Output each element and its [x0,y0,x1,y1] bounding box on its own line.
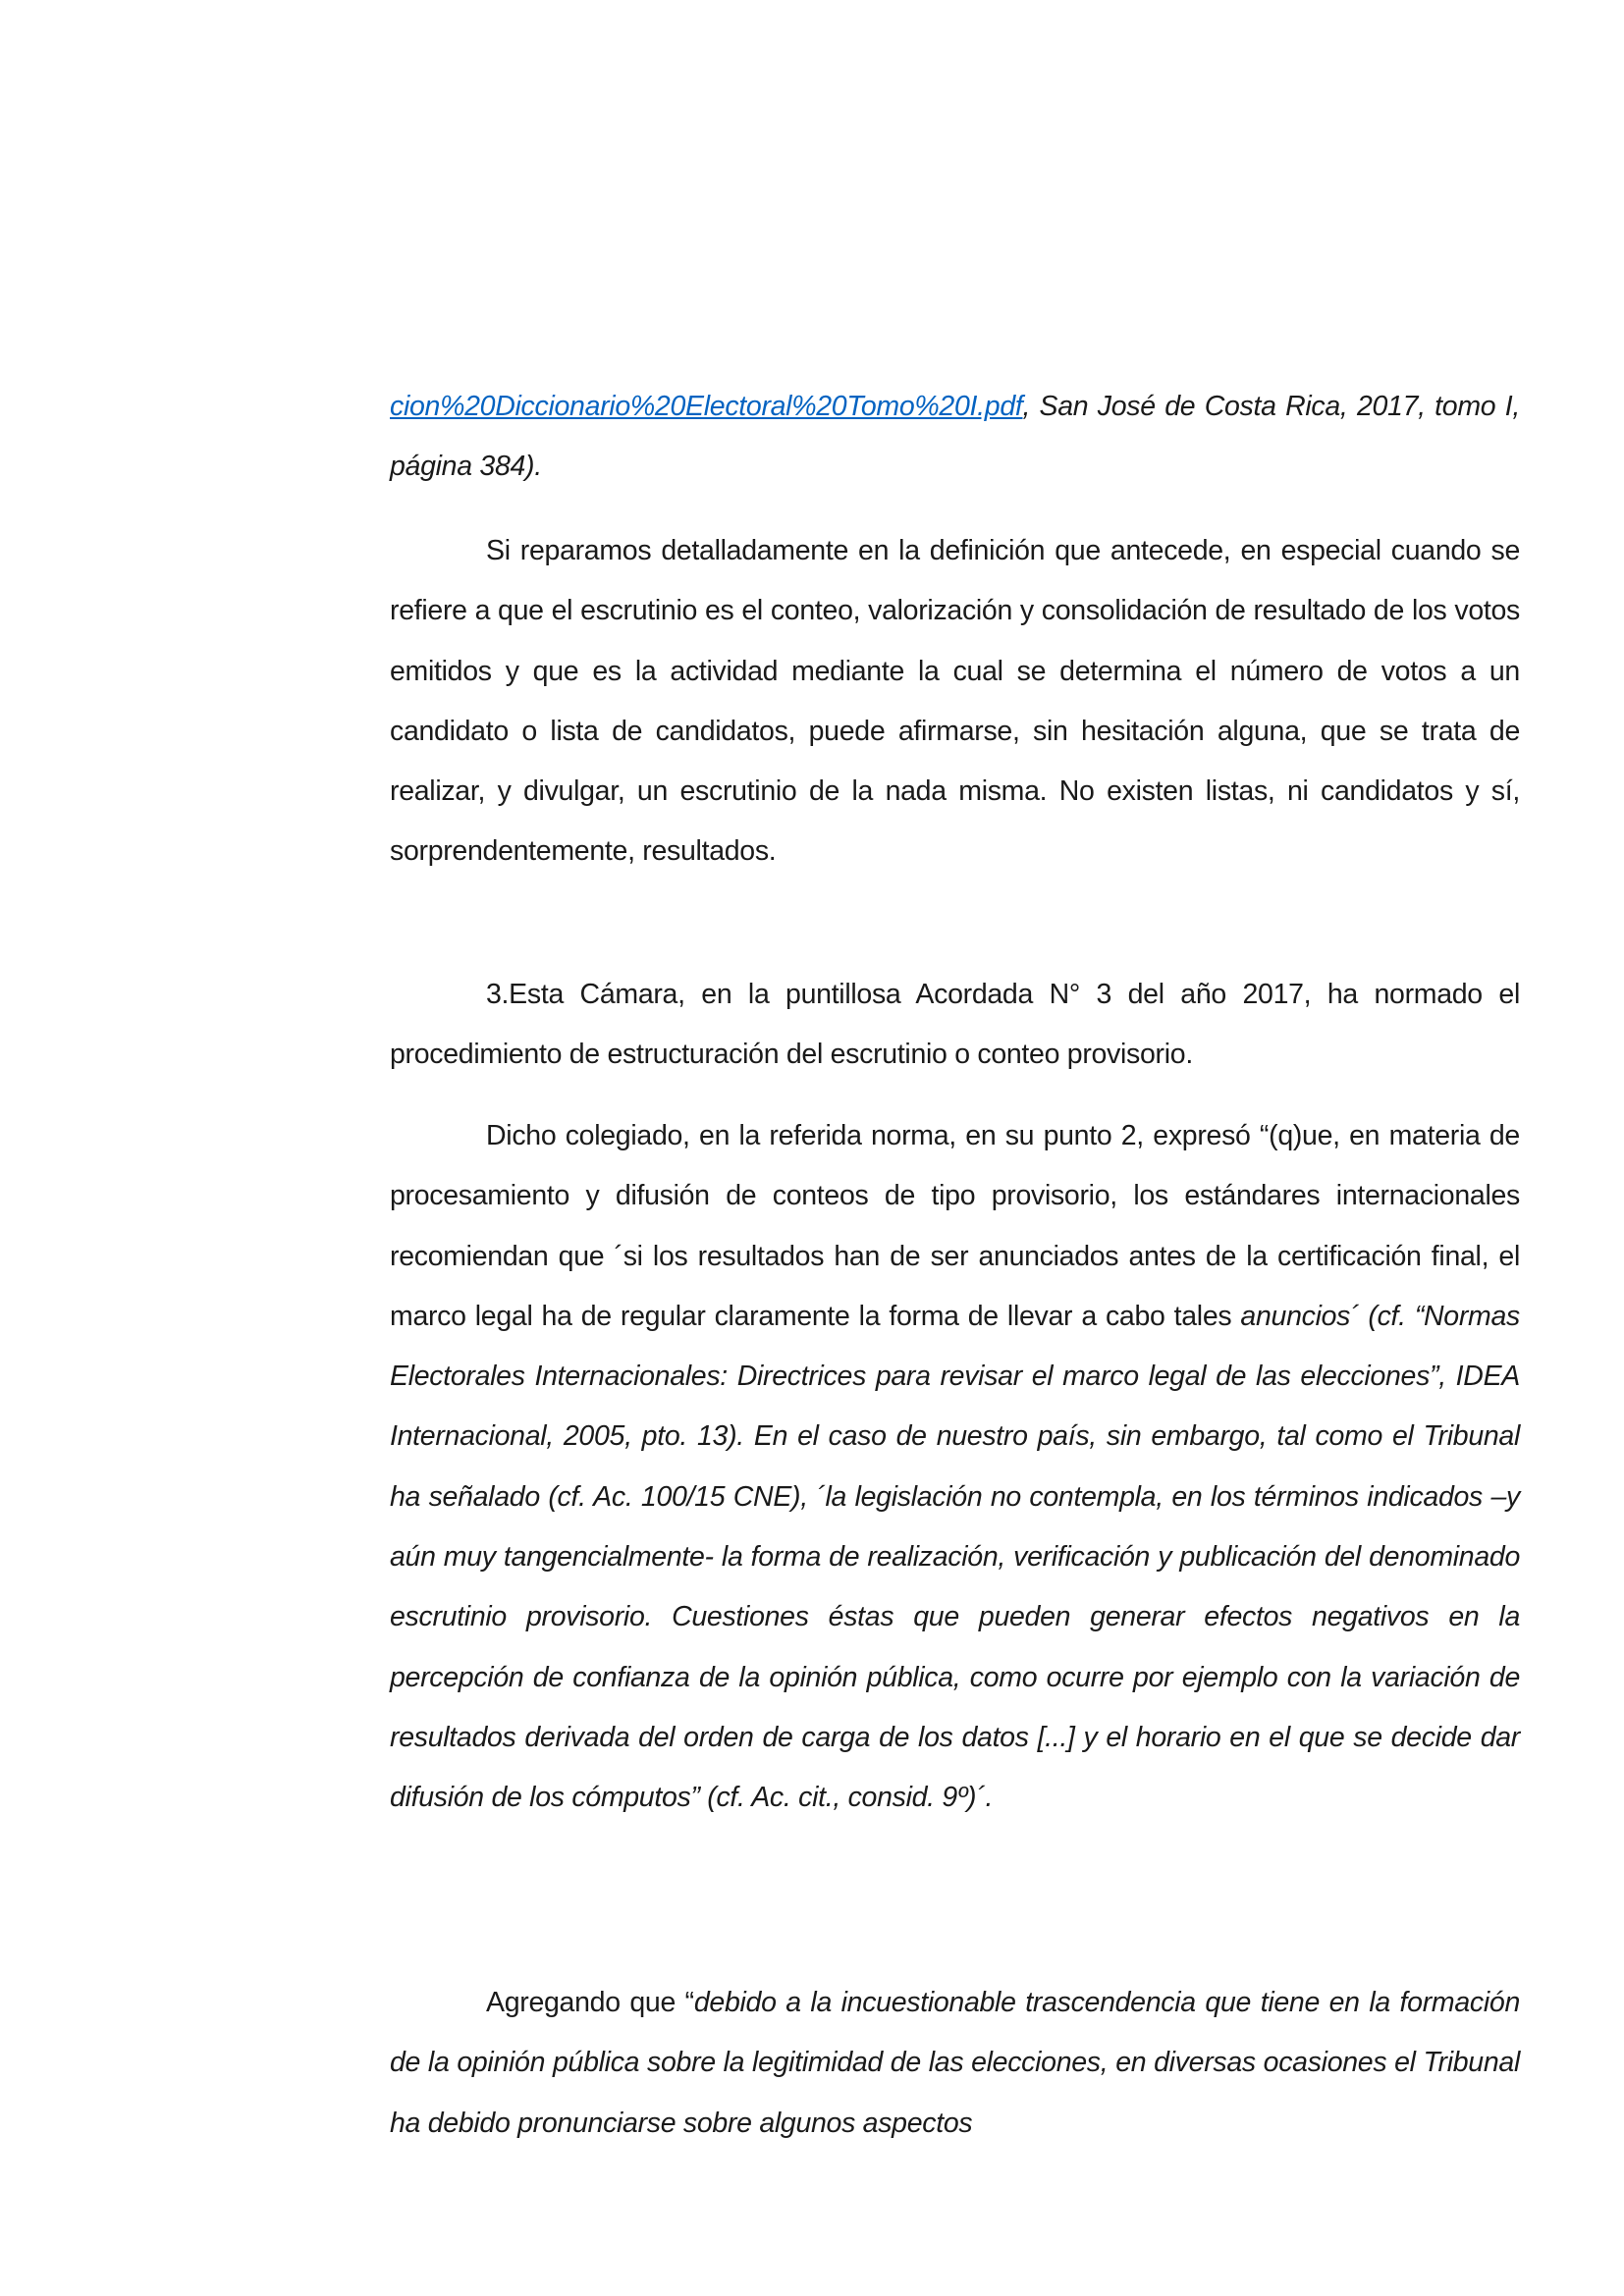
adding-italic-text: debido a la incuestionable trascendencia que tiene en la formación de la opinión pública sobre la legitimidad de las elecciones, en diversas ocasiones el Tribunal ha debido pronunciarse sobre algunos aspectos [390,1987,1520,2139]
pdf-link[interactable]: cion%20Diccionario%20Electoral%20Tomo%20I.pdf [390,391,1023,422]
adding-paragraph [390,1973,1520,2154]
citation-text: , San José de Costa Rica, 2017, tomo I, página 384). [390,391,1520,483]
quote-intro-text: Dicho colegiado, en la referida norma, en su punto 2, expresó “(q)ue, en materia de procesamiento y difusión de conteos de tipo provisorio, los estándares internacionales recomiendan que ´si los resultados han de ser anunciados antes de la certificación final, el marco legal ha de regular claramente la forma de llevar a cabo tales [390,1120,1520,1332]
citation-continuation-paragraph [390,377,1520,498]
adding-intro-text: Agregando que “ [486,1987,694,2018]
analysis-paragraph [390,521,1520,882]
point-3-paragraph [390,965,1520,1086]
point-3-text: 3.Esta Cámara, en la puntillosa Acordada N° 3 del año 2017, ha normado el procedimiento de estructuración del escrutinio o conteo provisorio. [390,979,1520,1071]
analysis-text: Si reparamos detalladamente en la definición que antecede, en especial cuando se refiere a que el escrutinio es el conteo, valorización y consolidación de resultado de los votos emitidos y que es la actividad mediante la cual se determina el número de votos a un candidato o lista de candidatos, puede afirmarse, sin hesitación alguna, que se trata de realizar, y divulgar, un escrutinio de la nada misma. No existen listas, ni candidatos y sí, sorprendentemente, resultados. [390,535,1520,868]
quote-paragraph [390,1106,1520,1829]
quote-italic-text: anuncios´ (cf. “Normas Electorales Internacionales: Directrices para revisar el marco legal de las elecciones”, IDEA Internacional, 2005, pto. 13). En el caso de nuestro país, sin embargo, tal como el Tribunal ha señalado (cf. Ac. 100/15 CNE), ´la legislación no contempla, en los términos indicados –y aún muy tangencialmente- la forma de realización, verificación y publicación del denominado escrutinio provisorio. Cuestiones éstas que pueden generar efectos negativos en la percepción de confianza de la opinión pública, como ocurre por ejemplo con la variación de resultados derivada del orden de carga de los datos [...] y el horario en el que se decide dar difusión de los cómputos” (cf. Ac. cit., consid. 9º)´. [390,1300,1520,1814]
